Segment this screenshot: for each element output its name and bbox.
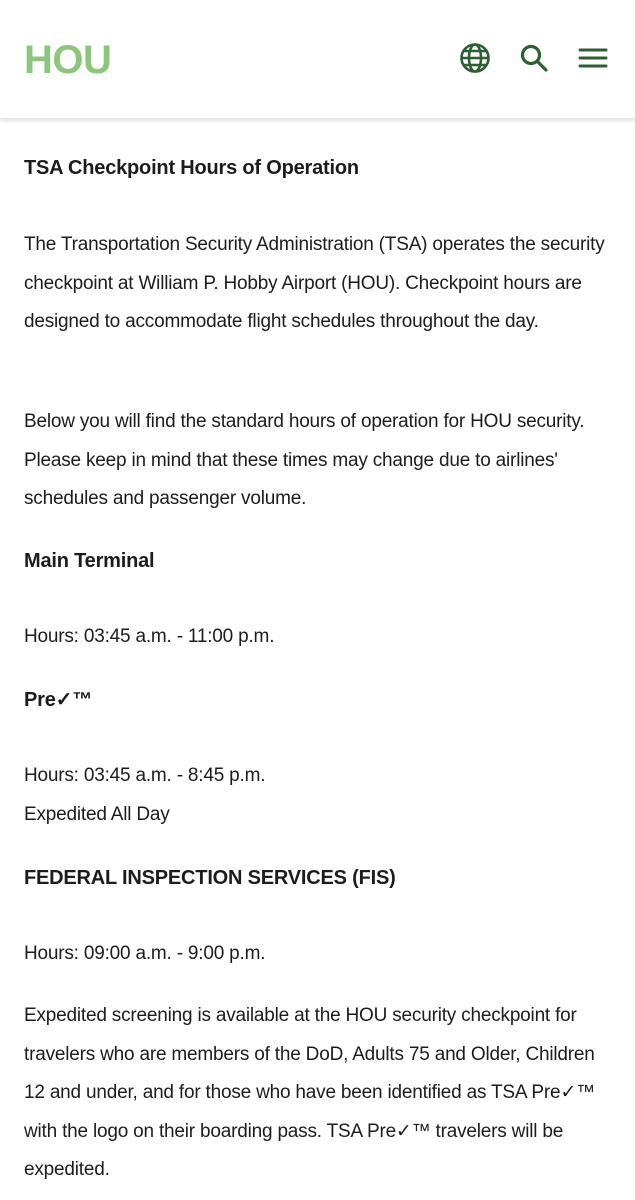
section-heading-precheck: Pre✓™ — [24, 689, 93, 711]
site-header — [0, 0, 635, 119]
precheck-note: Expedited All Day — [24, 803, 170, 825]
main-terminal-hours: Hours: 03:45 a.m. - 11:00 p.m. — [24, 626, 275, 647]
globe-icon[interactable] — [457, 40, 493, 76]
precheck-details — [24, 757, 265, 834]
menu-icon[interactable] — [575, 40, 611, 76]
hou-logo[interactable]: HOU — [24, 38, 112, 82]
page-title: TSA Checkpoint Hours of Operation — [24, 157, 359, 179]
section-heading-main-terminal: Main Terminal — [24, 550, 155, 572]
search-icon[interactable] — [516, 40, 552, 76]
section-heading-fis: FEDERAL INSPECTION SERVICES (FIS) — [24, 867, 396, 889]
expedited-paragraph: Expedited screening is available at the HOU security checkpoint for travelers who are members of the DoD, Adults 75 and Older, Children 12 and under, and for those who have been identified as TSA Pre✓™ with the logo on their boarding pass. TSA Pre✓™ travelers will be expedited. — [24, 1005, 595, 1180]
note-paragraph: Below you will find the standard hours of operation for HOU security. Please keep in mind that these times may change due to airlines' schedules and passenger volume. — [24, 411, 585, 509]
precheck-hours: Hours: 03:45 a.m. - 8:45 p.m. — [24, 765, 266, 786]
fis-hours: Hours: 09:00 a.m. - 9:00 p.m. — [24, 943, 266, 964]
intro-paragraph: The Transportation Security Administration (TSA) operates the security checkpoint at William P. Hobby Airport (HOU). Checkpoint hours are designed to accommodate flight schedules throughout the day. — [24, 234, 605, 332]
